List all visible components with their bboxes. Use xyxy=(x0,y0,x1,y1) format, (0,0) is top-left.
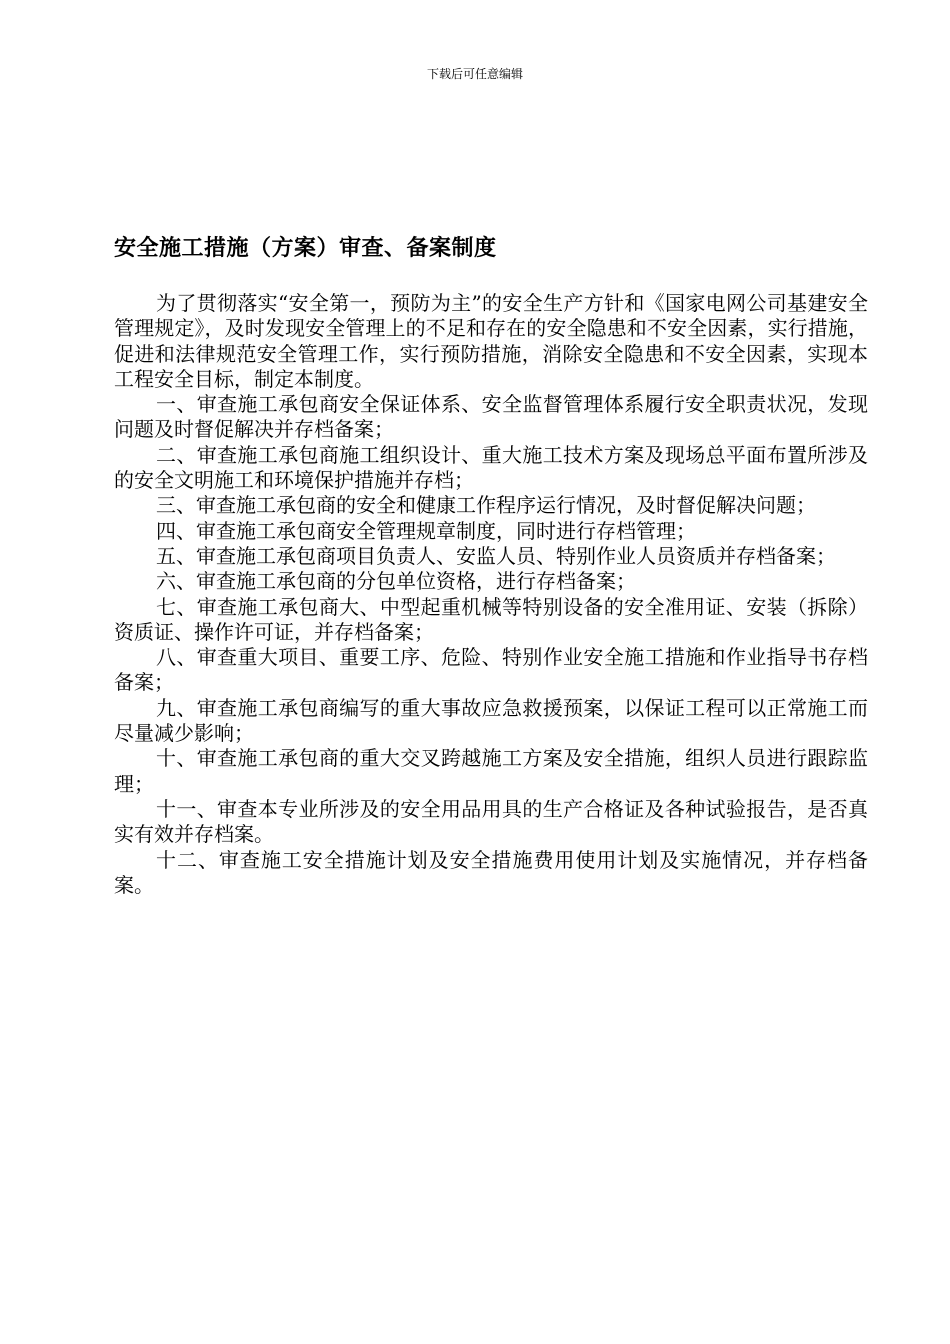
list-item: 十、审查施工承包商的重大交叉跨越施工方案及安全措施，组织人员进行跟踪监理； xyxy=(114,746,868,796)
list-item: 五、审查施工承包商项目负责人、安监人员、特别作业人员资质并存档备案； xyxy=(156,543,836,568)
list-item: 一、审查施工承包商安全保证体系、安全监督管理体系履行安全职责状况，发现问题及时督促解决并存档备案； xyxy=(114,392,868,442)
list-item: 二、审查施工承包商施工组织设计、重大施工技术方案及现场总平面布置所涉及的安全文明施工和环境保护措施并存档； xyxy=(114,442,868,493)
list-item: 三、审查施工承包商的安全和健康工作程序运行情况，及时督促解决问题； xyxy=(156,493,816,518)
page-header-note: 下载后可任意编辑 xyxy=(426,67,523,81)
list-item: 七、审查施工承包商大、中型起重机械等特别设备的安全准用证、安装（拆除）资质证、操作许可证，并存档备案； xyxy=(114,594,868,644)
list-item: 十一、审查本专业所涉及的安全用品用具的生产合格证及各种试验报告，是否真实有效并存档案。 xyxy=(114,796,868,847)
list-item: 九、审查施工承包商编写的重大事故应急救援预案，以保证工程可以正常施工而尽量减少影响； xyxy=(114,695,868,746)
list-item: 六、审查施工承包商的分包单位资格，进行存档备案； xyxy=(156,569,636,594)
list-item: 四、审查施工承包商安全管理规章制度，同时进行存档管理； xyxy=(156,518,696,543)
document-title: 安全施工措施（方案）审查、备案制度 xyxy=(114,236,497,261)
document-body xyxy=(114,291,868,898)
intro-paragraph: 为了贯彻落实“安全第一，预防为主”的安全生产方针和《国家电网公司基建安全管理规定》，及时发现安全管理上的不足和存在的安全隐患和不安全因素，实行措施，促进和法律规范安全管理工作，实行预防措施，消除安全隐患和不安全因素，实现本工程安全目标，制定本制度。 xyxy=(114,291,868,391)
list-item: 十二、审查施工安全措施计划及安全措施费用使用计划及实施情况，并存档备案。 xyxy=(114,847,868,897)
list-item: 八、审查重大项目、重要工序、危险、特别作业安全施工措施和作业指导书存档备案； xyxy=(114,645,868,695)
